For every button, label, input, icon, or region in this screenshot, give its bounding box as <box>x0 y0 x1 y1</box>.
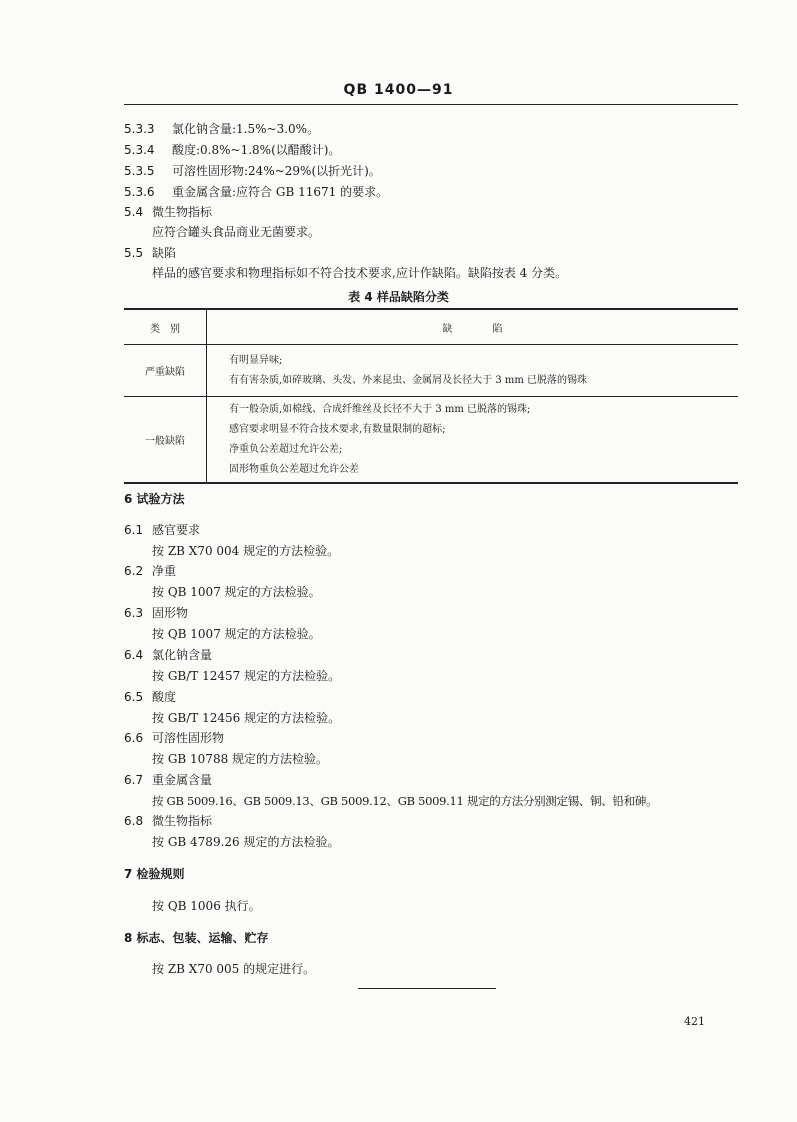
clause-title: 重金属含量 <box>152 773 213 787</box>
clause-6-4-body: 按 GB/T 12457 规定的方法检验。 <box>152 669 341 683</box>
defect-item: 净重负公差超过允许公差; <box>229 443 343 455</box>
clause-5-5 <box>124 245 176 261</box>
clause-number: 6.2 <box>124 564 144 578</box>
clause-title: 净重 <box>152 564 177 578</box>
clause-title: 固形物 <box>152 606 189 620</box>
page-number: 421 <box>684 1015 705 1028</box>
clause-number: 6.5 <box>124 690 144 704</box>
clause-6-2-body: 按 QB 1007 规定的方法检验。 <box>152 585 321 599</box>
clause-5-4-body: 应符合罐头食品商业无菌要求。 <box>152 225 321 239</box>
clause-5-4 <box>124 204 212 220</box>
clause-title: 微生物指标 <box>152 814 213 828</box>
clause-number: 6.1 <box>124 523 144 537</box>
row-category: 严重缺陷 <box>124 345 207 397</box>
row-defects <box>207 397 739 484</box>
table-row <box>124 397 738 484</box>
clause-text: 缺陷 <box>152 246 177 260</box>
clause-5-3-6 <box>124 184 388 200</box>
section-8-heading: 8 标志、包装、运输、贮存 <box>124 931 269 945</box>
clause-text: 可溶性固形物:24%~29%(以折光计)。 <box>172 164 381 178</box>
clause-5-3-4 <box>124 142 340 158</box>
clause-6-8 <box>124 813 212 829</box>
clause-text: 微生物指标 <box>152 205 213 219</box>
clause-6-1-body: 按 ZB X70 004 规定的方法检验。 <box>152 544 340 558</box>
clause-number: 5.5 <box>124 246 144 260</box>
clause-5-3-3 <box>124 121 319 137</box>
clause-number: 6.8 <box>124 814 144 828</box>
clause-number: 6.7 <box>124 773 144 787</box>
section-6-heading: 6 试验方法 <box>124 492 185 506</box>
clause-5-5-body: 样品的感官要求和物理指标如不符合技术要求,应计作缺陷。缺陷按表 4 分类。 <box>152 266 568 280</box>
section-7-heading: 7 检验规则 <box>124 867 185 881</box>
clause-6-4 <box>124 647 212 663</box>
clause-6-1 <box>124 522 200 538</box>
clause-number: 5.3.3 <box>124 122 155 136</box>
section-8-body: 按 ZB X70 005 的规定进行。 <box>152 962 316 976</box>
clause-number: 5.3.5 <box>124 164 155 178</box>
header-defect: 缺 陷 <box>207 309 739 345</box>
clause-title: 可溶性固形物 <box>152 731 225 745</box>
clause-number: 6.3 <box>124 606 144 620</box>
row-defects <box>207 345 739 397</box>
clause-6-8-body: 按 GB 4789.26 规定的方法检验。 <box>152 835 340 849</box>
clause-6-7-body: 按 GB 5009.16、GB 5009.13、GB 5009.12、GB 5009.11 规定的方法分别测定锡、铜、铅和砷。 <box>152 794 658 808</box>
clause-text: 重金属含量:应符合 GB 11671 的要求。 <box>172 185 389 199</box>
clause-6-7 <box>124 772 212 788</box>
defect-item: 感官要求明显不符合技术要求,有数量限制的超标; <box>229 423 446 435</box>
clause-number: 5.3.6 <box>124 185 155 199</box>
table-header-row <box>124 309 738 345</box>
table-caption: 表 4 样品缺陷分类 <box>348 290 449 304</box>
clause-text: 氯化钠含量:1.5%~3.0%。 <box>172 122 320 136</box>
table-row <box>124 345 738 397</box>
clause-number: 5.4 <box>124 205 144 219</box>
clause-6-5 <box>124 689 176 705</box>
header-rule <box>124 104 738 105</box>
clause-6-3-body: 按 QB 1007 规定的方法检验。 <box>152 627 321 641</box>
end-rule <box>358 988 496 989</box>
defect-item: 固形物重负公差超过允许公差 <box>229 463 359 475</box>
clause-6-5-body: 按 GB/T 12456 规定的方法检验。 <box>152 711 341 725</box>
row-category: 一般缺陷 <box>124 397 207 484</box>
clause-title: 酸度 <box>152 690 177 704</box>
defect-item: 有一般杂质,如棉线、合成纤维丝及长径不大于 3 mm 已脱落的锡珠; <box>229 403 531 415</box>
clause-5-3-5 <box>124 163 381 179</box>
clause-number: 6.4 <box>124 648 144 662</box>
clause-text: 酸度:0.8%~1.8%(以醋酸计)。 <box>172 143 341 157</box>
clause-6-3 <box>124 605 188 621</box>
header-category: 类 别 <box>124 309 207 345</box>
section-7-body: 按 QB 1006 执行。 <box>152 899 261 913</box>
page-header-title: QB 1400—91 <box>343 82 454 98</box>
defect-item: 有明显异味; <box>229 354 283 366</box>
clause-6-6 <box>124 730 224 746</box>
defect-item: 有有害杂质,如碎玻璃、头发、外来昆虫、金属屑及长径大于 3 mm 已脱落的锡珠 <box>229 374 588 386</box>
clause-number: 6.6 <box>124 731 144 745</box>
clause-number: 5.3.4 <box>124 143 155 157</box>
clause-6-2 <box>124 563 176 579</box>
clause-6-6-body: 按 GB 10788 规定的方法检验。 <box>152 752 329 766</box>
clause-title: 感官要求 <box>152 523 201 537</box>
defect-classification-table <box>124 308 738 484</box>
clause-title: 氯化钠含量 <box>152 648 213 662</box>
